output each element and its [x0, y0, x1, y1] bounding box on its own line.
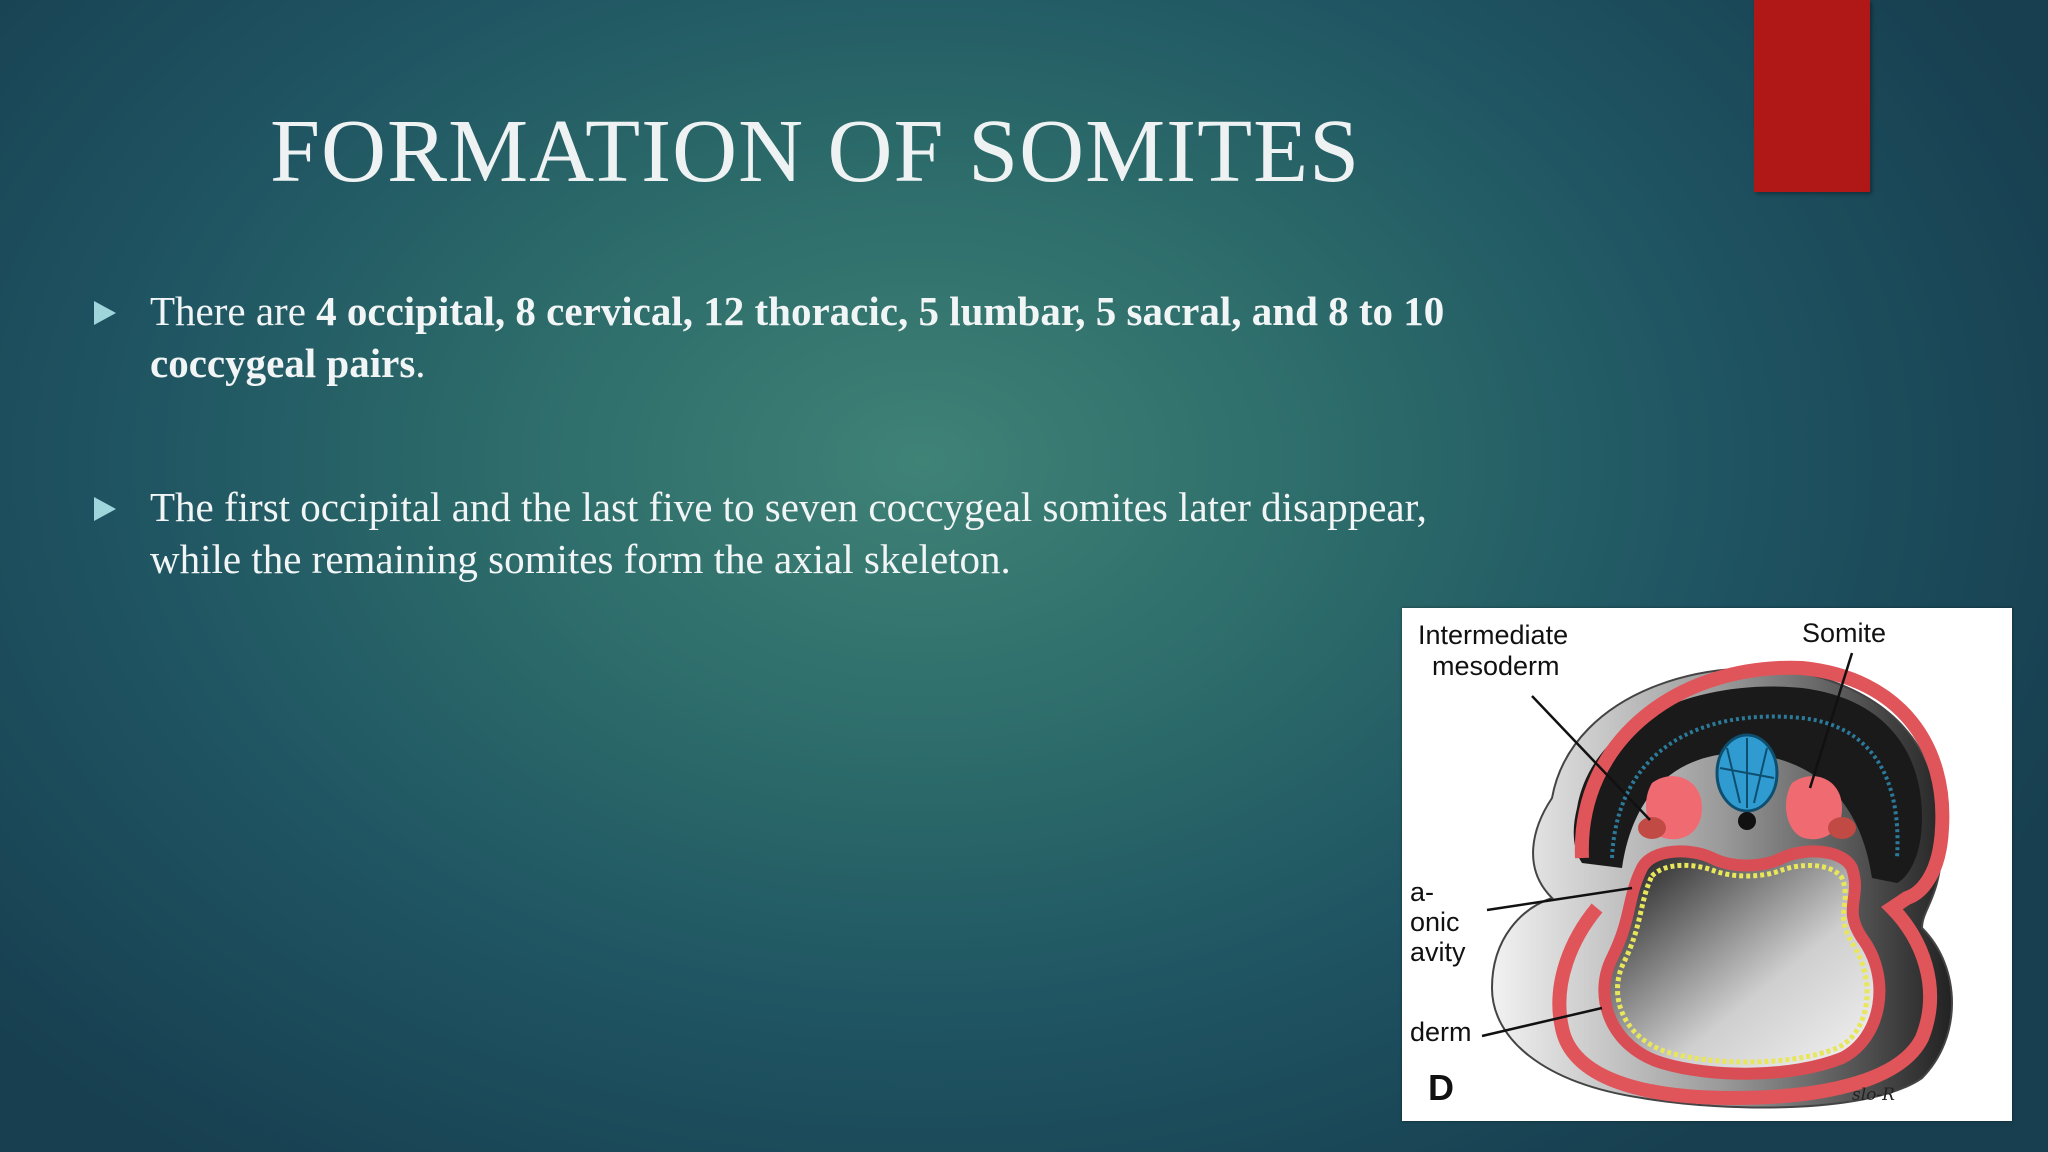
bullet-text-bold: coccygeal pairs	[150, 340, 416, 386]
bullet-text-bold: 4 occipital, 8 cervical, 12 thoracic, 5 lumbar, 5 sacral, and 8 to 10	[316, 288, 1445, 334]
bullet-arrow-icon	[94, 497, 116, 521]
label-cavity-line1: a-	[1410, 877, 1435, 907]
bullet-item	[94, 481, 1534, 585]
slide-title: FORMATION OF SOMITES	[270, 102, 1361, 201]
label-somite: Somite	[1802, 618, 1887, 648]
intermediate-mesoderm-right	[1828, 817, 1856, 839]
bullet-list	[94, 285, 1534, 585]
label-derm: derm	[1410, 1017, 1472, 1047]
artist-signature: slo-R	[1852, 1085, 1895, 1105]
label-intermediate-line1: Intermediate	[1418, 620, 1569, 650]
panel-letter: D	[1428, 1067, 1454, 1108]
bullet-arrow-icon	[94, 301, 116, 325]
label-intermediate-line2: mesoderm	[1432, 651, 1560, 681]
label-cavity-line3: avity	[1410, 937, 1466, 967]
bullet-text-plain: There are	[150, 288, 317, 334]
label-cavity-line2: onic	[1410, 907, 1460, 937]
bullet-item	[94, 285, 1534, 389]
bullet-text-line: The first occipital and the last five to seven coccygeal somites later disappear,	[150, 484, 1427, 530]
accent-bar	[1754, 0, 1870, 192]
bullet-text-line: while the remaining somites form the axial skeleton.	[150, 536, 1011, 582]
embryo-diagram	[1402, 608, 2012, 1121]
intermediate-mesoderm-left	[1638, 817, 1666, 839]
notochord	[1738, 812, 1756, 830]
embryo-cross-section-figure	[1402, 608, 2012, 1121]
bullet-text-plain: .	[415, 340, 426, 386]
